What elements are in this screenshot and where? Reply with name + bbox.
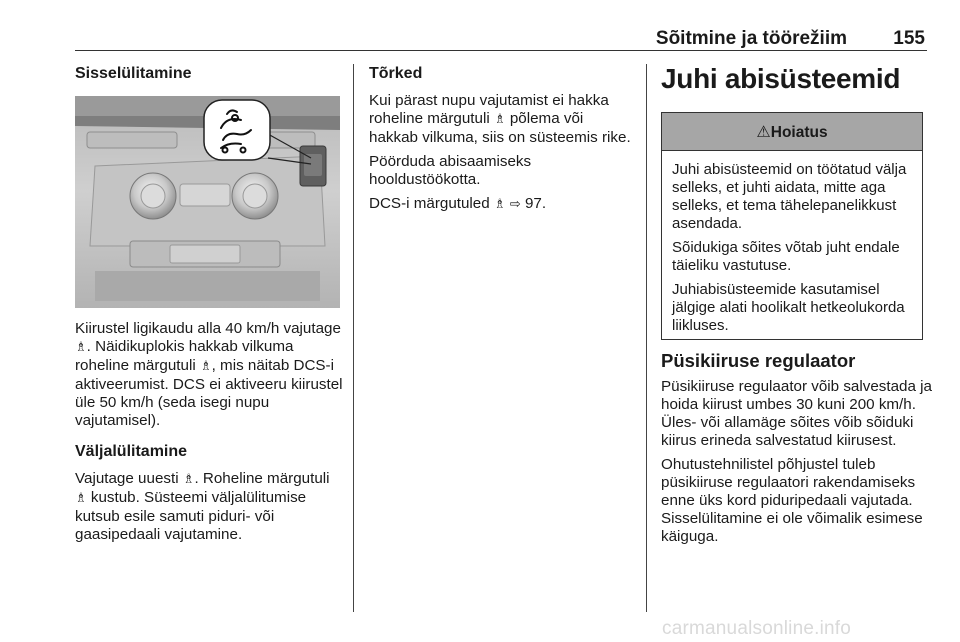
dcs-symbol-icon: ♗ bbox=[493, 112, 506, 127]
header-rule bbox=[75, 50, 927, 51]
paragraph-service: Pöörduda abisaamiseks hooldustöökotta. bbox=[369, 153, 532, 188]
dcs-symbol-icon: ♗ bbox=[75, 491, 87, 506]
paragraph-cruise-2: Ohutustehnilistel põhjustel tuleb püsikiiruse regulaatori rakendamiseks enne üks kord piduripedaali vajutada. bbox=[661, 456, 916, 509]
paragraph-cruise-1: Püsikiiruse regulaator võib salvestada ja hoida kiirust umbes 30 kuni 200 km/h. Üles- või allamäge sõites võib sõiduki kiirus erineda salvestatud kiirusest. bbox=[661, 378, 932, 449]
page-reference-arrow-icon: ⇨ bbox=[509, 197, 521, 212]
paragraph-reference: DCS-i märgutuled ♗ ⇨ 97. bbox=[369, 195, 547, 212]
column-3 bbox=[661, 62, 931, 96]
page-number: 155 bbox=[893, 28, 925, 49]
dashboard-photo bbox=[75, 96, 340, 308]
paragraph-cruise-3: Sisselülitamine ei ole võimalik esimese käiguga. bbox=[661, 510, 923, 545]
heading-switch-off: Väljalülitamine bbox=[75, 443, 188, 460]
column-1 bbox=[75, 64, 343, 92]
watermark: carmanualsonline.info bbox=[662, 618, 852, 639]
dcs-symbol-icon: ♗ bbox=[493, 197, 506, 212]
dcs-symbol-icon: ♗ bbox=[75, 340, 87, 355]
heading-faults: Tõrked bbox=[369, 65, 423, 82]
column-2 bbox=[369, 64, 631, 220]
heading-cruise-control: Püsikiiruse regulaator bbox=[661, 350, 856, 371]
warning-triangle-icon: ⚠ bbox=[756, 122, 771, 141]
column-3-cruise bbox=[661, 350, 933, 552]
warning-header bbox=[662, 113, 922, 151]
warning-box bbox=[661, 112, 923, 340]
dcs-symbol-icon: ♗ bbox=[182, 472, 195, 487]
paragraph-activation: Kiirustel ligikaudu alla 40 km/h vajutage ♗. Näidikuplokis hakkab vilkuma roheline märgutuli ♗, mis näitab DCS-i aktiveerumist. DCS ei aktiveeru kiirustel üle 50 km/h (seda isegi nupu vajutamisel). bbox=[75, 320, 343, 429]
warning-paragraph-1: Juhi abisüsteemid on töötatud välja selleks, et juhti aidata, mitte aga selleks, et tema tähelepanelikkust asendada. bbox=[672, 161, 907, 232]
section-title: Sõitmine ja töörežiim bbox=[655, 28, 847, 49]
paragraph-deactivation: Vajutage uuesti ♗. Roheline märgutuli ♗ kustub. Süsteemi väljalülitumise kutsub esile samuti piduri- või gaasipedaali vajutamine. bbox=[75, 470, 330, 543]
dcs-symbol-icon: ♗ bbox=[199, 359, 212, 374]
column-divider-2 bbox=[646, 64, 647, 612]
warning-paragraph-3: Juhiabisüsteemide kasutamisel jälgige alati hoolikalt hetkeolukorda liikluses. bbox=[672, 281, 905, 334]
column-divider-1 bbox=[353, 64, 354, 612]
paragraph-fault: Kui pärast nupu vajutamist ei hakka roheline märgutuli ♗ põlema või hakkab vilkuma, siis on süsteemis rike. bbox=[369, 92, 631, 146]
page-header bbox=[75, 26, 927, 50]
heading-driver-assistance: Juhi abisüsteemid bbox=[661, 63, 901, 94]
warning-body bbox=[662, 151, 922, 335]
warning-title: Hoiatus bbox=[770, 124, 828, 141]
warning-paragraph-2: Sõidukiga sõites võtab juht endale täieliku vastutuse. bbox=[672, 239, 900, 274]
heading-switch-on: Sisselülitamine bbox=[75, 65, 192, 82]
column-1-text bbox=[75, 320, 345, 550]
